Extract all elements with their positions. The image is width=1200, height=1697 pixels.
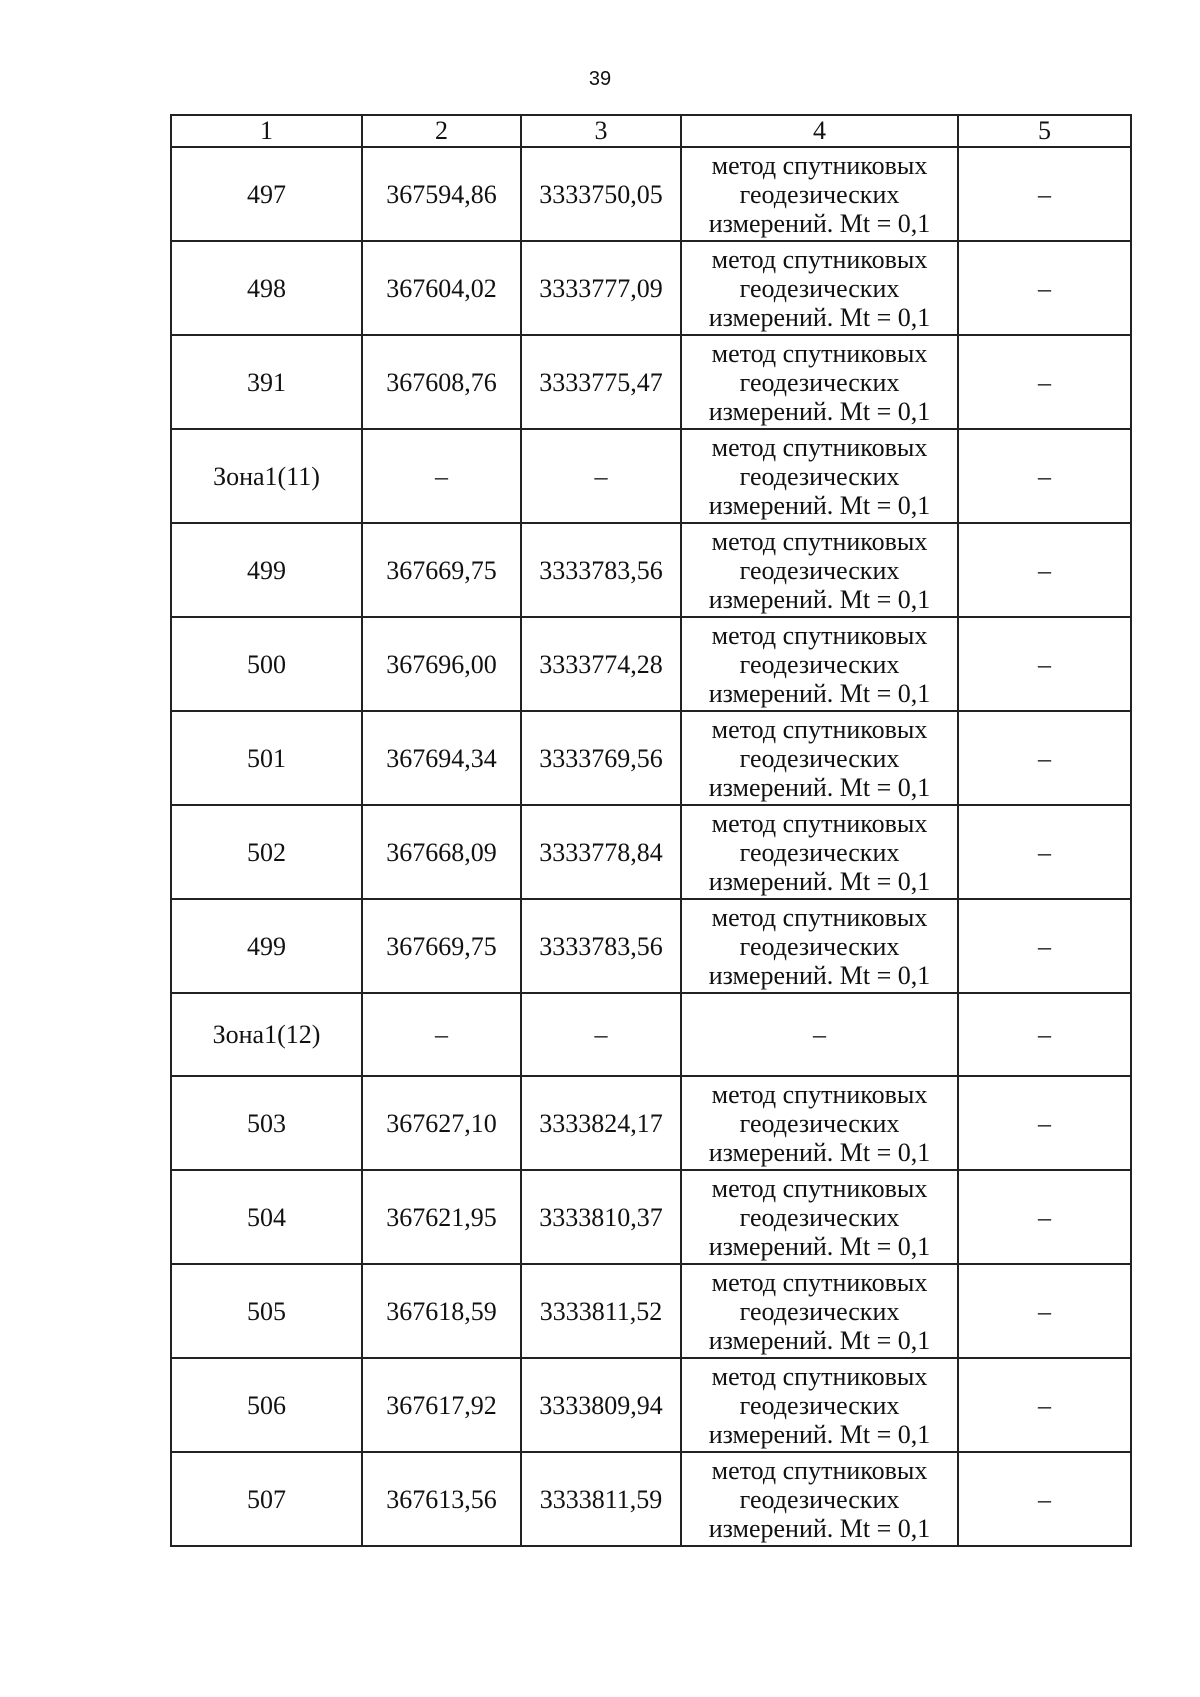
- table-row: [171, 241, 1131, 335]
- note-cell: –: [958, 617, 1131, 711]
- y-coordinate-cell: 3333810,37: [521, 1170, 681, 1264]
- method-cell: метод спутниковых геодезических измерений. Mt = 0,1: [681, 1452, 958, 1546]
- x-coordinate-cell: 367604,02: [362, 241, 521, 335]
- point-id-cell: Зона1(12): [171, 993, 362, 1076]
- table-row: [171, 993, 1131, 1076]
- method-cell: метод спутниковых геодезических измерений. Mt = 0,1: [681, 147, 958, 241]
- table-row: [171, 899, 1131, 993]
- y-coordinate-cell: 3333777,09: [521, 241, 681, 335]
- table-row: [171, 1358, 1131, 1452]
- x-coordinate-cell: 367618,59: [362, 1264, 521, 1358]
- method-cell: метод спутниковых геодезических измерений. Mt = 0,1: [681, 899, 958, 993]
- note-cell: –: [958, 1264, 1131, 1358]
- method-cell: метод спутниковых геодезических измерений. Mt = 0,1: [681, 335, 958, 429]
- point-id-cell: 507: [171, 1452, 362, 1546]
- point-id-cell: 505: [171, 1264, 362, 1358]
- point-id-cell: 497: [171, 147, 362, 241]
- point-id-cell: 506: [171, 1358, 362, 1452]
- table-row: [171, 1452, 1131, 1546]
- y-coordinate-cell: 3333783,56: [521, 899, 681, 993]
- table-row: [171, 805, 1131, 899]
- note-cell: –: [958, 1076, 1131, 1170]
- table-row: [171, 1076, 1131, 1170]
- x-coordinate-cell: 367696,00: [362, 617, 521, 711]
- note-cell: –: [958, 147, 1131, 241]
- x-coordinate-cell: 367669,75: [362, 899, 521, 993]
- header-col-2: 2: [362, 115, 521, 147]
- table-row: [171, 1264, 1131, 1358]
- note-cell: –: [958, 241, 1131, 335]
- note-cell: –: [958, 335, 1131, 429]
- header-row: [171, 115, 1131, 147]
- table-header: [171, 115, 1131, 147]
- point-id-cell: 500: [171, 617, 362, 711]
- table-row: [171, 1170, 1131, 1264]
- note-cell: –: [958, 899, 1131, 993]
- method-cell: метод спутниковых геодезических измерений. Mt = 0,1: [681, 617, 958, 711]
- x-coordinate-cell: 367613,56: [362, 1452, 521, 1546]
- method-cell: метод спутниковых геодезических измерений. Mt = 0,1: [681, 1076, 958, 1170]
- point-id-cell: 501: [171, 711, 362, 805]
- method-cell: метод спутниковых геодезических измерений. Mt = 0,1: [681, 241, 958, 335]
- point-id-cell: 499: [171, 523, 362, 617]
- x-coordinate-cell: 367668,09: [362, 805, 521, 899]
- method-cell: метод спутниковых геодезических измерений. Mt = 0,1: [681, 523, 958, 617]
- table-row: [171, 523, 1131, 617]
- y-coordinate-cell: 3333774,28: [521, 617, 681, 711]
- point-id-cell: 391: [171, 335, 362, 429]
- header-col-1: 1: [171, 115, 362, 147]
- header-col-4: 4: [681, 115, 958, 147]
- point-id-cell: 503: [171, 1076, 362, 1170]
- y-coordinate-cell: 3333750,05: [521, 147, 681, 241]
- x-coordinate-cell: 367621,95: [362, 1170, 521, 1264]
- point-id-cell: 502: [171, 805, 362, 899]
- page-number: 39: [588, 68, 612, 90]
- note-cell: –: [958, 1358, 1131, 1452]
- table-body: [171, 147, 1131, 1546]
- table-row: [171, 147, 1131, 241]
- y-coordinate-cell: 3333775,47: [521, 335, 681, 429]
- y-coordinate-cell: 3333769,56: [521, 711, 681, 805]
- x-coordinate-cell: 367669,75: [362, 523, 521, 617]
- method-cell: метод спутниковых геодезических измерений. Mt = 0,1: [681, 1170, 958, 1264]
- x-coordinate-cell: 367608,76: [362, 335, 521, 429]
- y-coordinate-cell: 3333809,94: [521, 1358, 681, 1452]
- table-row: [171, 429, 1131, 523]
- y-coordinate-cell: –: [521, 993, 681, 1076]
- table-row: [171, 335, 1131, 429]
- note-cell: –: [958, 523, 1131, 617]
- table-row: [171, 711, 1131, 805]
- y-coordinate-cell: –: [521, 429, 681, 523]
- x-coordinate-cell: –: [362, 429, 521, 523]
- x-coordinate-cell: 367694,34: [362, 711, 521, 805]
- y-coordinate-cell: 3333783,56: [521, 523, 681, 617]
- note-cell: –: [958, 805, 1131, 899]
- x-coordinate-cell: 367594,86: [362, 147, 521, 241]
- header-col-3: 3: [521, 115, 681, 147]
- method-cell: метод спутниковых геодезических измерений. Mt = 0,1: [681, 711, 958, 805]
- x-coordinate-cell: 367617,92: [362, 1358, 521, 1452]
- method-cell: метод спутниковых геодезических измерений. Mt = 0,1: [681, 1264, 958, 1358]
- method-cell: метод спутниковых геодезических измерений. Mt = 0,1: [681, 805, 958, 899]
- header-col-5: 5: [958, 115, 1131, 147]
- point-id-cell: 499: [171, 899, 362, 993]
- note-cell: –: [958, 711, 1131, 805]
- coordinates-table: [170, 114, 1132, 1547]
- note-cell: –: [958, 993, 1131, 1076]
- y-coordinate-cell: 3333811,59: [521, 1452, 681, 1546]
- method-cell: метод спутниковых геодезических измерений. Mt = 0,1: [681, 429, 958, 523]
- method-cell: –: [681, 993, 958, 1076]
- note-cell: –: [958, 1170, 1131, 1264]
- x-coordinate-cell: 367627,10: [362, 1076, 521, 1170]
- point-id-cell: 498: [171, 241, 362, 335]
- note-cell: –: [958, 429, 1131, 523]
- point-id-cell: Зона1(11): [171, 429, 362, 523]
- table-row: [171, 617, 1131, 711]
- note-cell: –: [958, 1452, 1131, 1546]
- y-coordinate-cell: 3333811,52: [521, 1264, 681, 1358]
- y-coordinate-cell: 3333824,17: [521, 1076, 681, 1170]
- x-coordinate-cell: –: [362, 993, 521, 1076]
- method-cell: метод спутниковых геодезических измерений. Mt = 0,1: [681, 1358, 958, 1452]
- y-coordinate-cell: 3333778,84: [521, 805, 681, 899]
- point-id-cell: 504: [171, 1170, 362, 1264]
